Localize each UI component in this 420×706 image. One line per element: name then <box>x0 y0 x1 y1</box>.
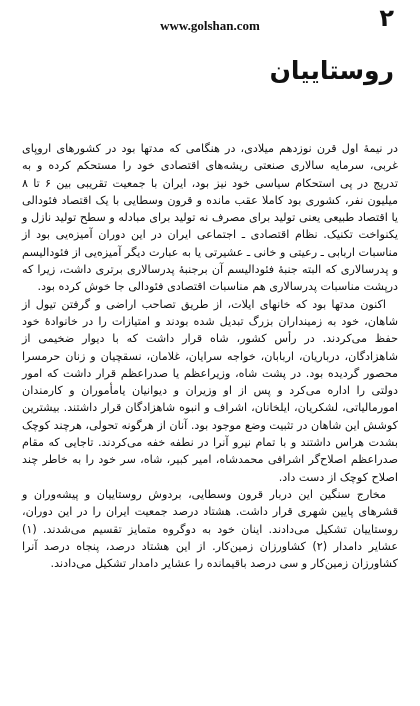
paragraph: اکنون مدتها بود که خانهای ایلات، از طریق تصاحب اراضی و گرفتن تیول از شاهان، خود به زمینداران بزرگ تبدیل شده بودند و امتیازات را در خانوادهٔ خود حفظ می‌کردند. در رأس کشور، شاه قرار داشت که با دیوار ضخیمی از شاهزادگان، درباریان، اربابان، خواجه سرایان، غلامان، نسقچیان و زنان حرمسرا محصور گردیده بود. در پشت شاه، وزیراعظم یا صدراعظم قرار داشت که امور دولتی را اداره می‌کرد و پس از او وزیران و دیوانیان یامأموران و کارمندان امورمالیاتی، لشکریان، ایلخانان، اشراف و انبوه شاهزادگان قرار داشتند. بیشترین کوشش این شاهان در تثبیت وضع موجود بود. آنان از هرگونه تحولی، هرچند کوچک بشدت هراس داشتند و با تمام نیرو آنرا در نطفه خفه می‌کردند. تاجایی که مقام صدراعظم اصلاح‌گر اشرافی محمدشاه، امیر کبیر، شاه، سر خود را به خاطر چند اصلاح کوچک از دست داد. <box>22 297 398 484</box>
chapter-title: روستاییان <box>269 56 394 85</box>
website-url: www.golshan.com <box>160 18 260 33</box>
paragraph: در نیمهٔ اول قرن نوزدهم میلادی، در هنگامی که مدتها بود در کشورهای اروپای غربی، سرمایه سالاری صنعتی ریشه‌های اقتصادی خود را مستحکم کرده و به تدریج در پی استحکام سیاسی خود نیز بود، ایران با جمعیت تقریبی بین ۶ تا ۸ میلیون نفر، کشوری بود کاملا عقب مانده و قرون وسطایی با یک اقتصاد فئودالی یا اقتصاد طبیعی یعنی تولید برای مصرف نه تولید برای مبادله و سطح تولید نازل و یکنواخت تکنیک. نظام اقتصادی ـ اجتماعی ایران در این دوران آمیزه‌یی بود از مناسبات اربابی ـ رعیتی و خانی ـ عشیرتی یا به عبارت دیگر آمیزه‌یی از فئودالیسم و پدرسالاری که البته جنبهٔ فئودالیسم آن برجنبهٔ پدرسالاری برتری داشت، زیرا که درپشت مناسبات پدرسالاری هم مناسبات اقتصادی فئودالی جا خوش کرده بود. <box>22 142 399 294</box>
page-number: ۲ <box>379 4 394 32</box>
paragraph: مخارج سنگین این دربار قرون وسطایی، بردوش روستاییان و پیشه‌وران و قشرهای پایین شهری قرار داشت. هشتاد درصد جمعیت ایران را در این دوران، روستاییان تشکیل می‌دادند. اینان خود به دوگروه متمایز تقسیم می‌شدند. (۱) عشایر دامدار (۲) کشاورزان زمین‌کار. از این هشتاد درصد، پنجاه درصد آنرا کشاورزان زمین‌کار و سی درصد باقیمانده را عشایر دامدار تشکیل می‌دادند. <box>22 487 398 571</box>
body-text <box>22 140 398 572</box>
